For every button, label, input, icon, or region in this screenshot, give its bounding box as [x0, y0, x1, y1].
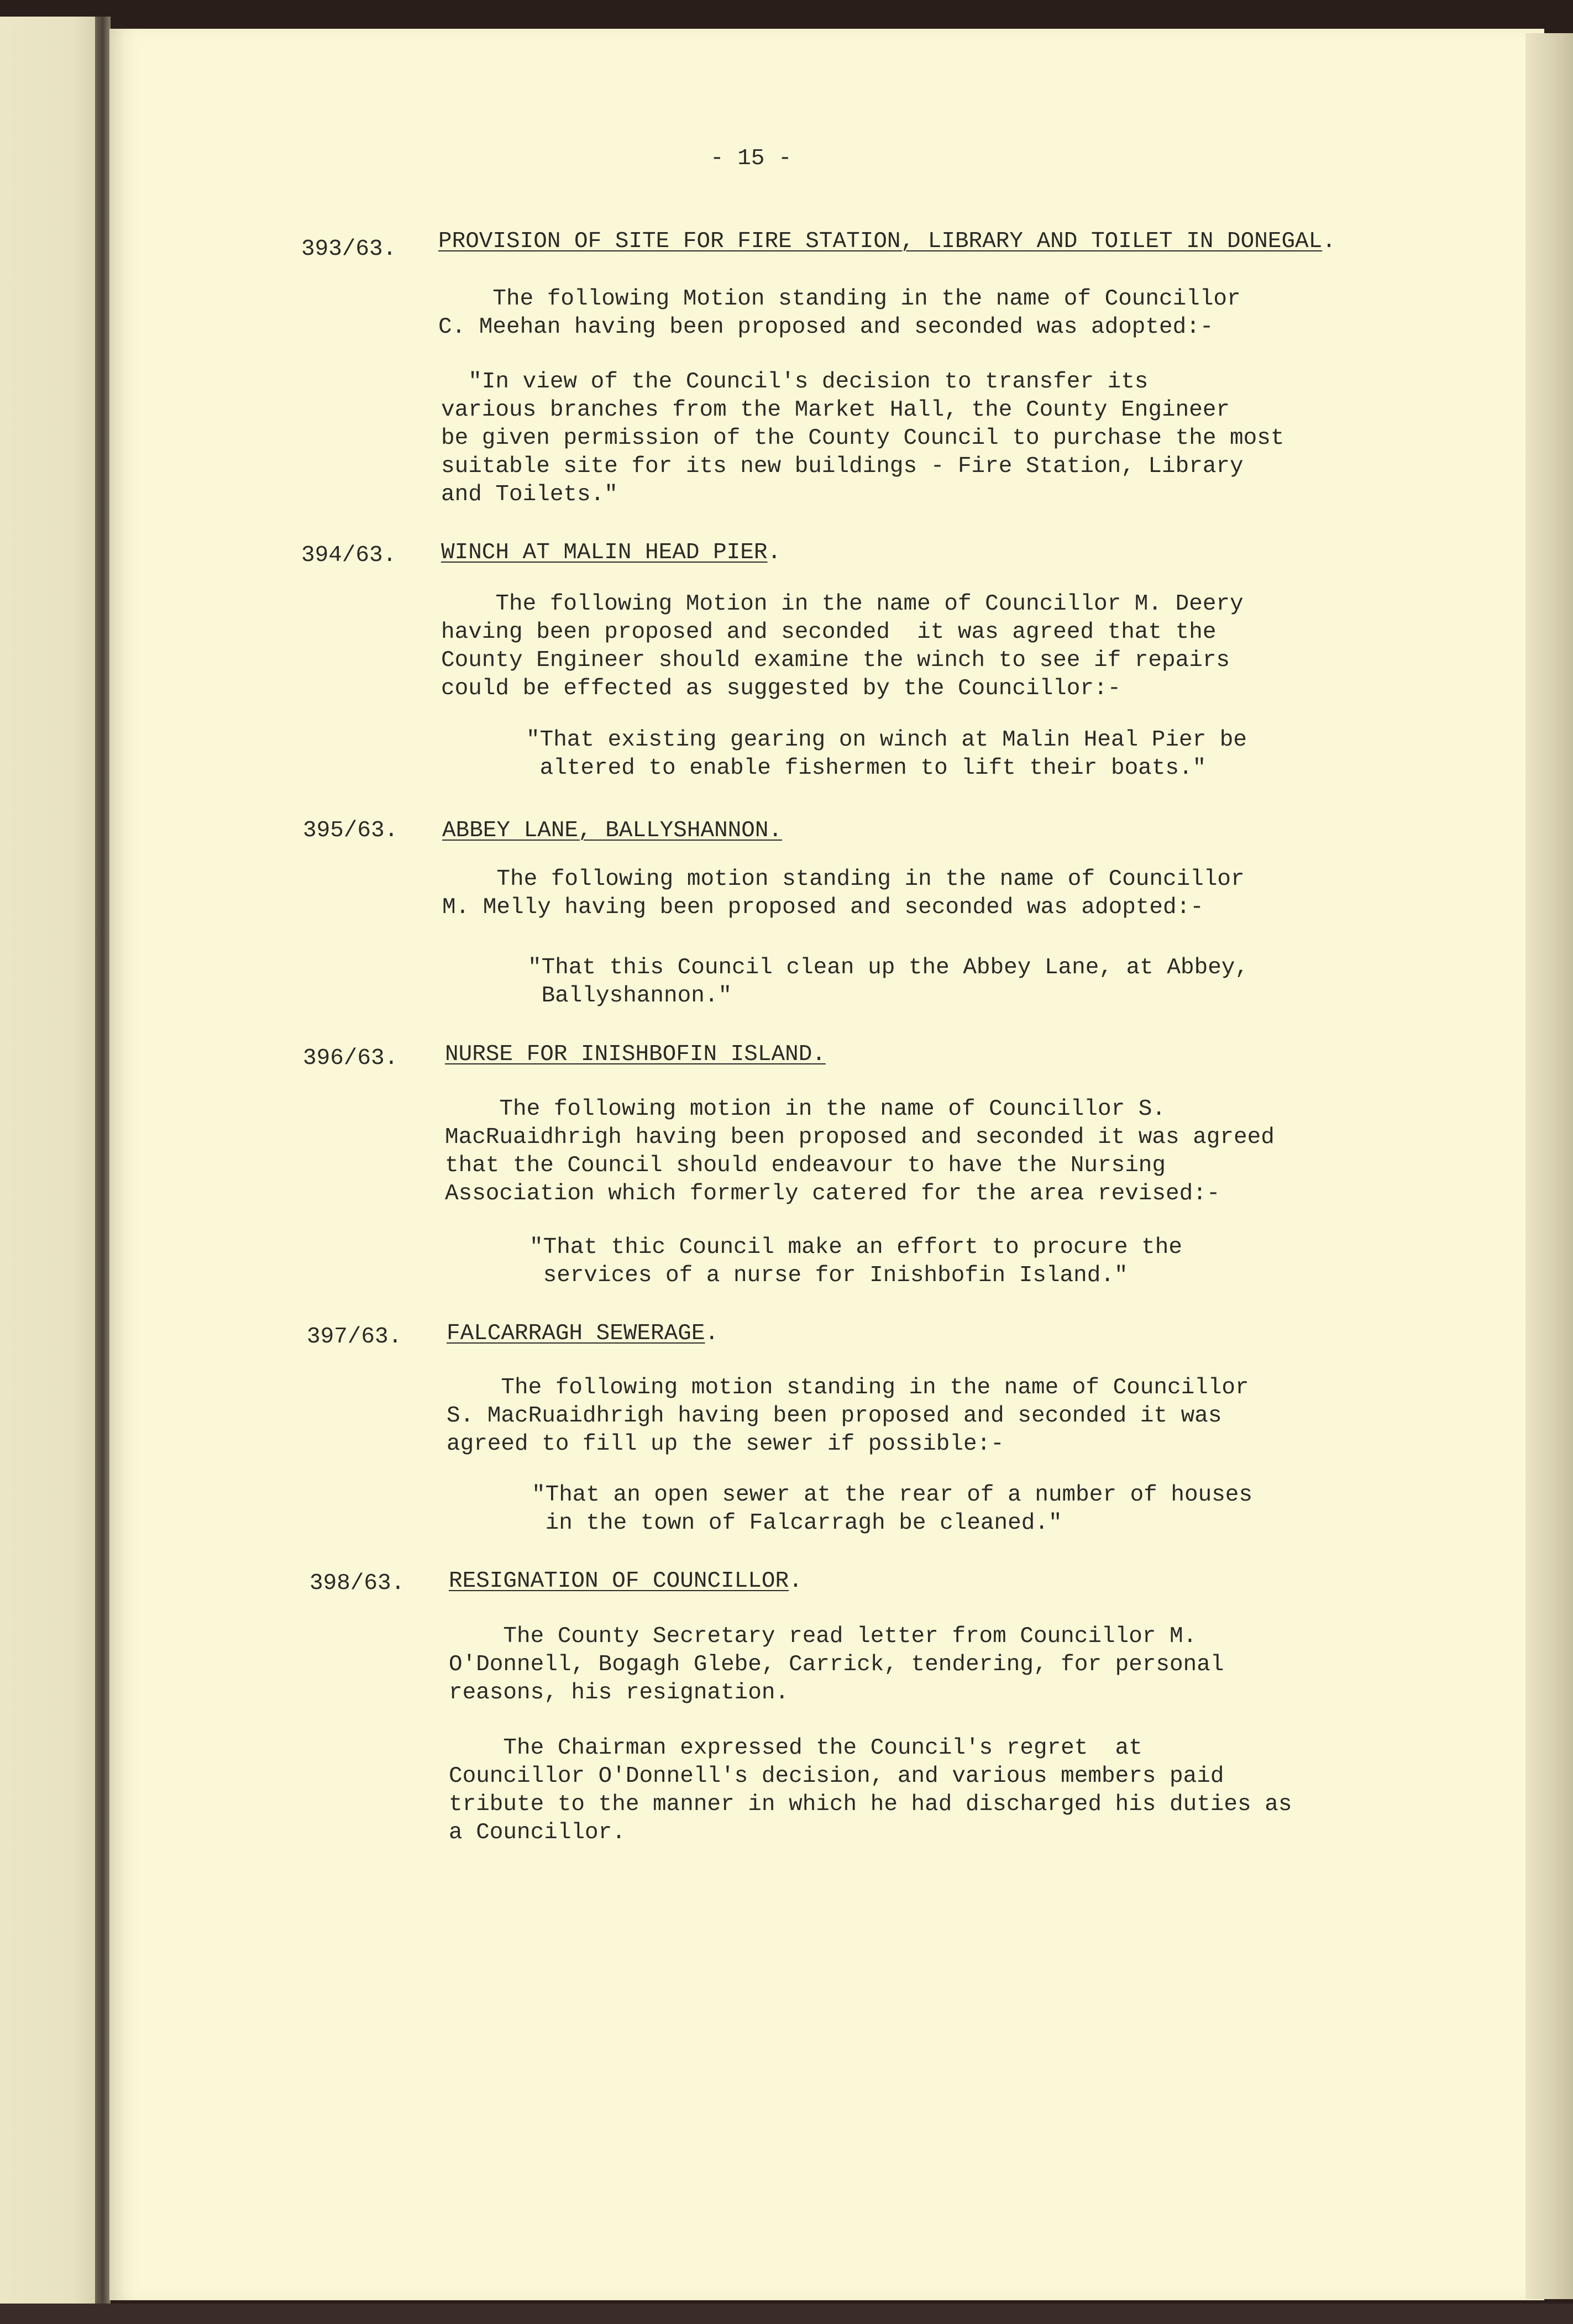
item-number: 395/63.	[303, 818, 399, 843]
item-heading	[449, 1568, 803, 1594]
facing-page-edge	[0, 17, 105, 2305]
item-heading-text: PROVISION OF SITE FOR FIRE STATION, LIBRARY AND TOILET IN DONEGAL	[438, 229, 1323, 254]
item-quote: "In view of the Council's decision to transfer its various branches from the Market Hall, the County Engineer be given permission of the County Council to purchase the most suitable site for its new buildings - Fire Station, Library and Toilets."	[441, 369, 1284, 507]
item-number: 393/63.	[301, 237, 397, 262]
item-quote: "That existing gearing on winch at Malin Heal Pier be altered to enable fishermen to lift their boats."	[526, 727, 1247, 781]
item-number: 394/63.	[301, 543, 397, 568]
item-heading	[438, 229, 1336, 254]
item-intro: The following motion standing in the name of Councillor M. Melly having been proposed and seconded was adopted:-	[442, 867, 1245, 920]
page-number: - 15 -	[710, 146, 792, 171]
item-closing-paragraph: The Chairman expressed the Council's regret at Councillor O'Donnell's decision, and various members paid tribute to the manner in which he had discharged his duties as a Councillor.	[449, 1735, 1292, 1845]
item-quote: "That thic Council make an effort to procure the services of a nurse for Inishbofin Island."	[529, 1235, 1182, 1288]
item-heading-text: WINCH AT MALIN HEAD PIER	[441, 540, 768, 565]
item-intro: The following motion in the name of Councillor S. MacRuaidhrigh having been proposed and seconded it was agreed that the Council should endeavour to have the Nursing Association which formerly catered for the area revised:-	[445, 1097, 1275, 1206]
item-quote: "That an open sewer at the rear of a number of houses in the town of Falcarragh be cleaned."	[532, 1482, 1253, 1536]
book-gutter	[95, 17, 111, 2305]
item-heading-end: .	[1322, 229, 1336, 254]
item-intro: The following motion standing in the name of Councillor S. MacRuaidhrigh having been proposed and seconded it was agreed to fill up the sewer if possible:-	[447, 1375, 1249, 1457]
item-heading	[441, 540, 781, 565]
item-heading-text: NURSE FOR INISHBOFIN ISLAND.	[445, 1042, 826, 1067]
item-quote: "That this Council clean up the Abbey Lane, at Abbey, Ballyshannon."	[528, 955, 1249, 1009]
background-bottom	[0, 2304, 1573, 2324]
item-number: 397/63.	[307, 1324, 402, 1350]
item-heading-text: RESIGNATION OF COUNCILLOR	[449, 1568, 789, 1594]
item-heading-end: .	[705, 1321, 719, 1346]
item-intro: The following Motion standing in the name of Councillor C. Meehan having been proposed and seconded was adopted:-	[438, 286, 1241, 340]
item-number: 396/63.	[303, 1046, 399, 1071]
item-intro: The following Motion in the name of Councillor M. Deery having been proposed and seconded it was agreed that the County Engineer should examine the winch to see if repairs could be effected as suggested by the Councillor:-	[441, 591, 1244, 701]
item-heading	[447, 1321, 719, 1346]
page-stack-edge	[1525, 33, 1573, 2299]
item-number: 398/63.	[310, 1571, 405, 1596]
item-heading	[442, 818, 782, 843]
item-intro: The County Secretary read letter from Councillor M. O'Donnell, Bogagh Glebe, Carrick, tendering, for personal reasons, his resignation.	[449, 1624, 1224, 1706]
item-heading-text: ABBEY LANE, BALLYSHANNON.	[442, 818, 783, 843]
item-heading-end: .	[767, 540, 782, 565]
item-heading-end: .	[789, 1568, 803, 1594]
item-heading	[445, 1042, 826, 1067]
item-heading-text: FALCARRAGH SEWERAGE	[447, 1321, 705, 1346]
